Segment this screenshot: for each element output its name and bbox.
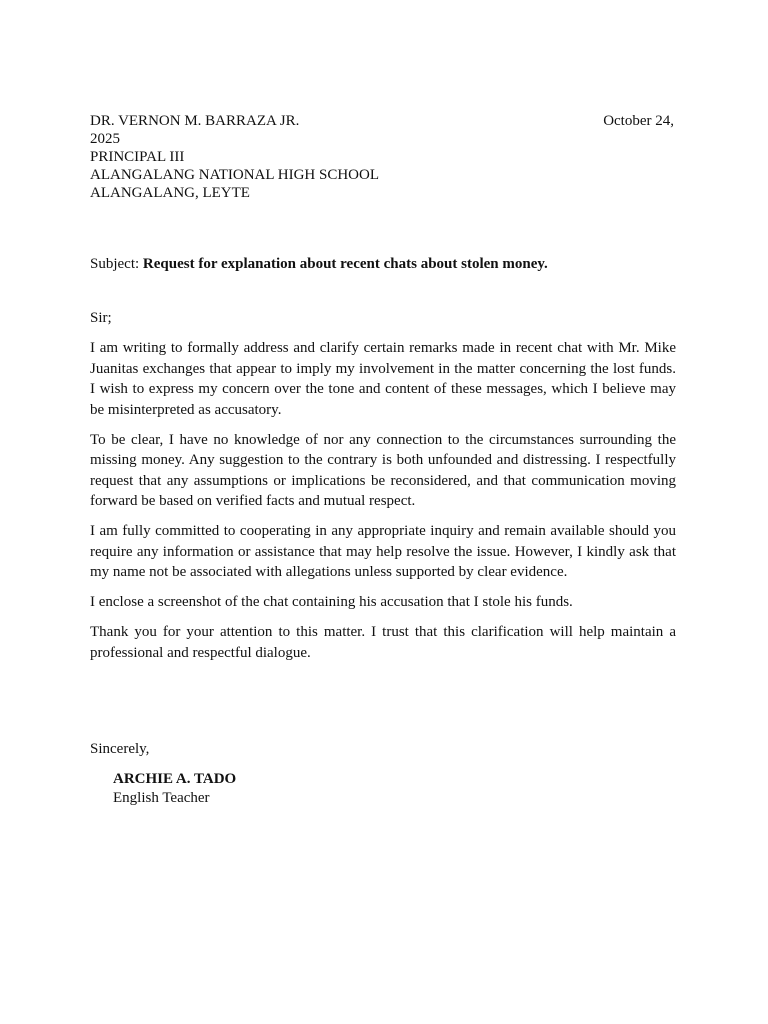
body-paragraph: I am writing to formally address and clarify certain remarks made in recent chat with Mr. Mike Juanitas exchanges that appear to imply my involvement in the matter concerning the lost funds. I wish to express my concern over the tone and content of these messages, which I believe may be misinterpreted as accusatory.: [90, 340, 676, 418]
signature-block: [113, 770, 236, 807]
header-line: [90, 112, 676, 130]
recipient-address-block: [90, 130, 676, 202]
subject-label: Subject:: [90, 256, 143, 272]
letter-body: [90, 338, 676, 673]
letter-date: October 24,: [603, 113, 674, 129]
body-paragraph: I enclose a screenshot of the chat containing his accusation that I stole his funds.: [90, 594, 573, 610]
recipient-title: PRINCIPAL III: [90, 149, 185, 165]
body-paragraph: Thank you for your attention to this matter. I trust that this clarification will help maintain a professional and respectful dialogue.: [90, 624, 676, 661]
signer-title: English Teacher: [113, 790, 210, 806]
recipient-school: ALANGALANG NATIONAL HIGH SCHOOL: [90, 167, 379, 183]
recipient-location: ALANGALANG, LEYTE: [90, 185, 250, 201]
letter-date-year: 2025: [90, 131, 120, 147]
subject-line: [90, 255, 676, 273]
body-paragraph: I am fully committed to cooperating in any appropriate inquiry and remain available should you require any information or assistance that may help resolve the issue. However, I kindly ask that my name not be associated with allegations unless supported by clear evidence.: [90, 523, 676, 580]
closing: Sincerely,: [90, 741, 150, 757]
recipient-name: DR. VERNON M. BARRAZA JR.: [90, 113, 300, 129]
subject-text: Request for explanation about recent chats about stolen money.: [142, 256, 548, 272]
salutation: Sir;: [90, 310, 112, 326]
body-paragraph: To be clear, I have no knowledge of nor any connection to the circumstances surrounding the missing money. Any suggestion to the contrary is both unfounded and distressing. I respectfully request that any assumptions or implications be reconsidered, and that communication moving forward be based on verified facts and mutual respect.: [90, 431, 676, 509]
signer-name: ARCHIE A. TADO: [113, 771, 237, 787]
